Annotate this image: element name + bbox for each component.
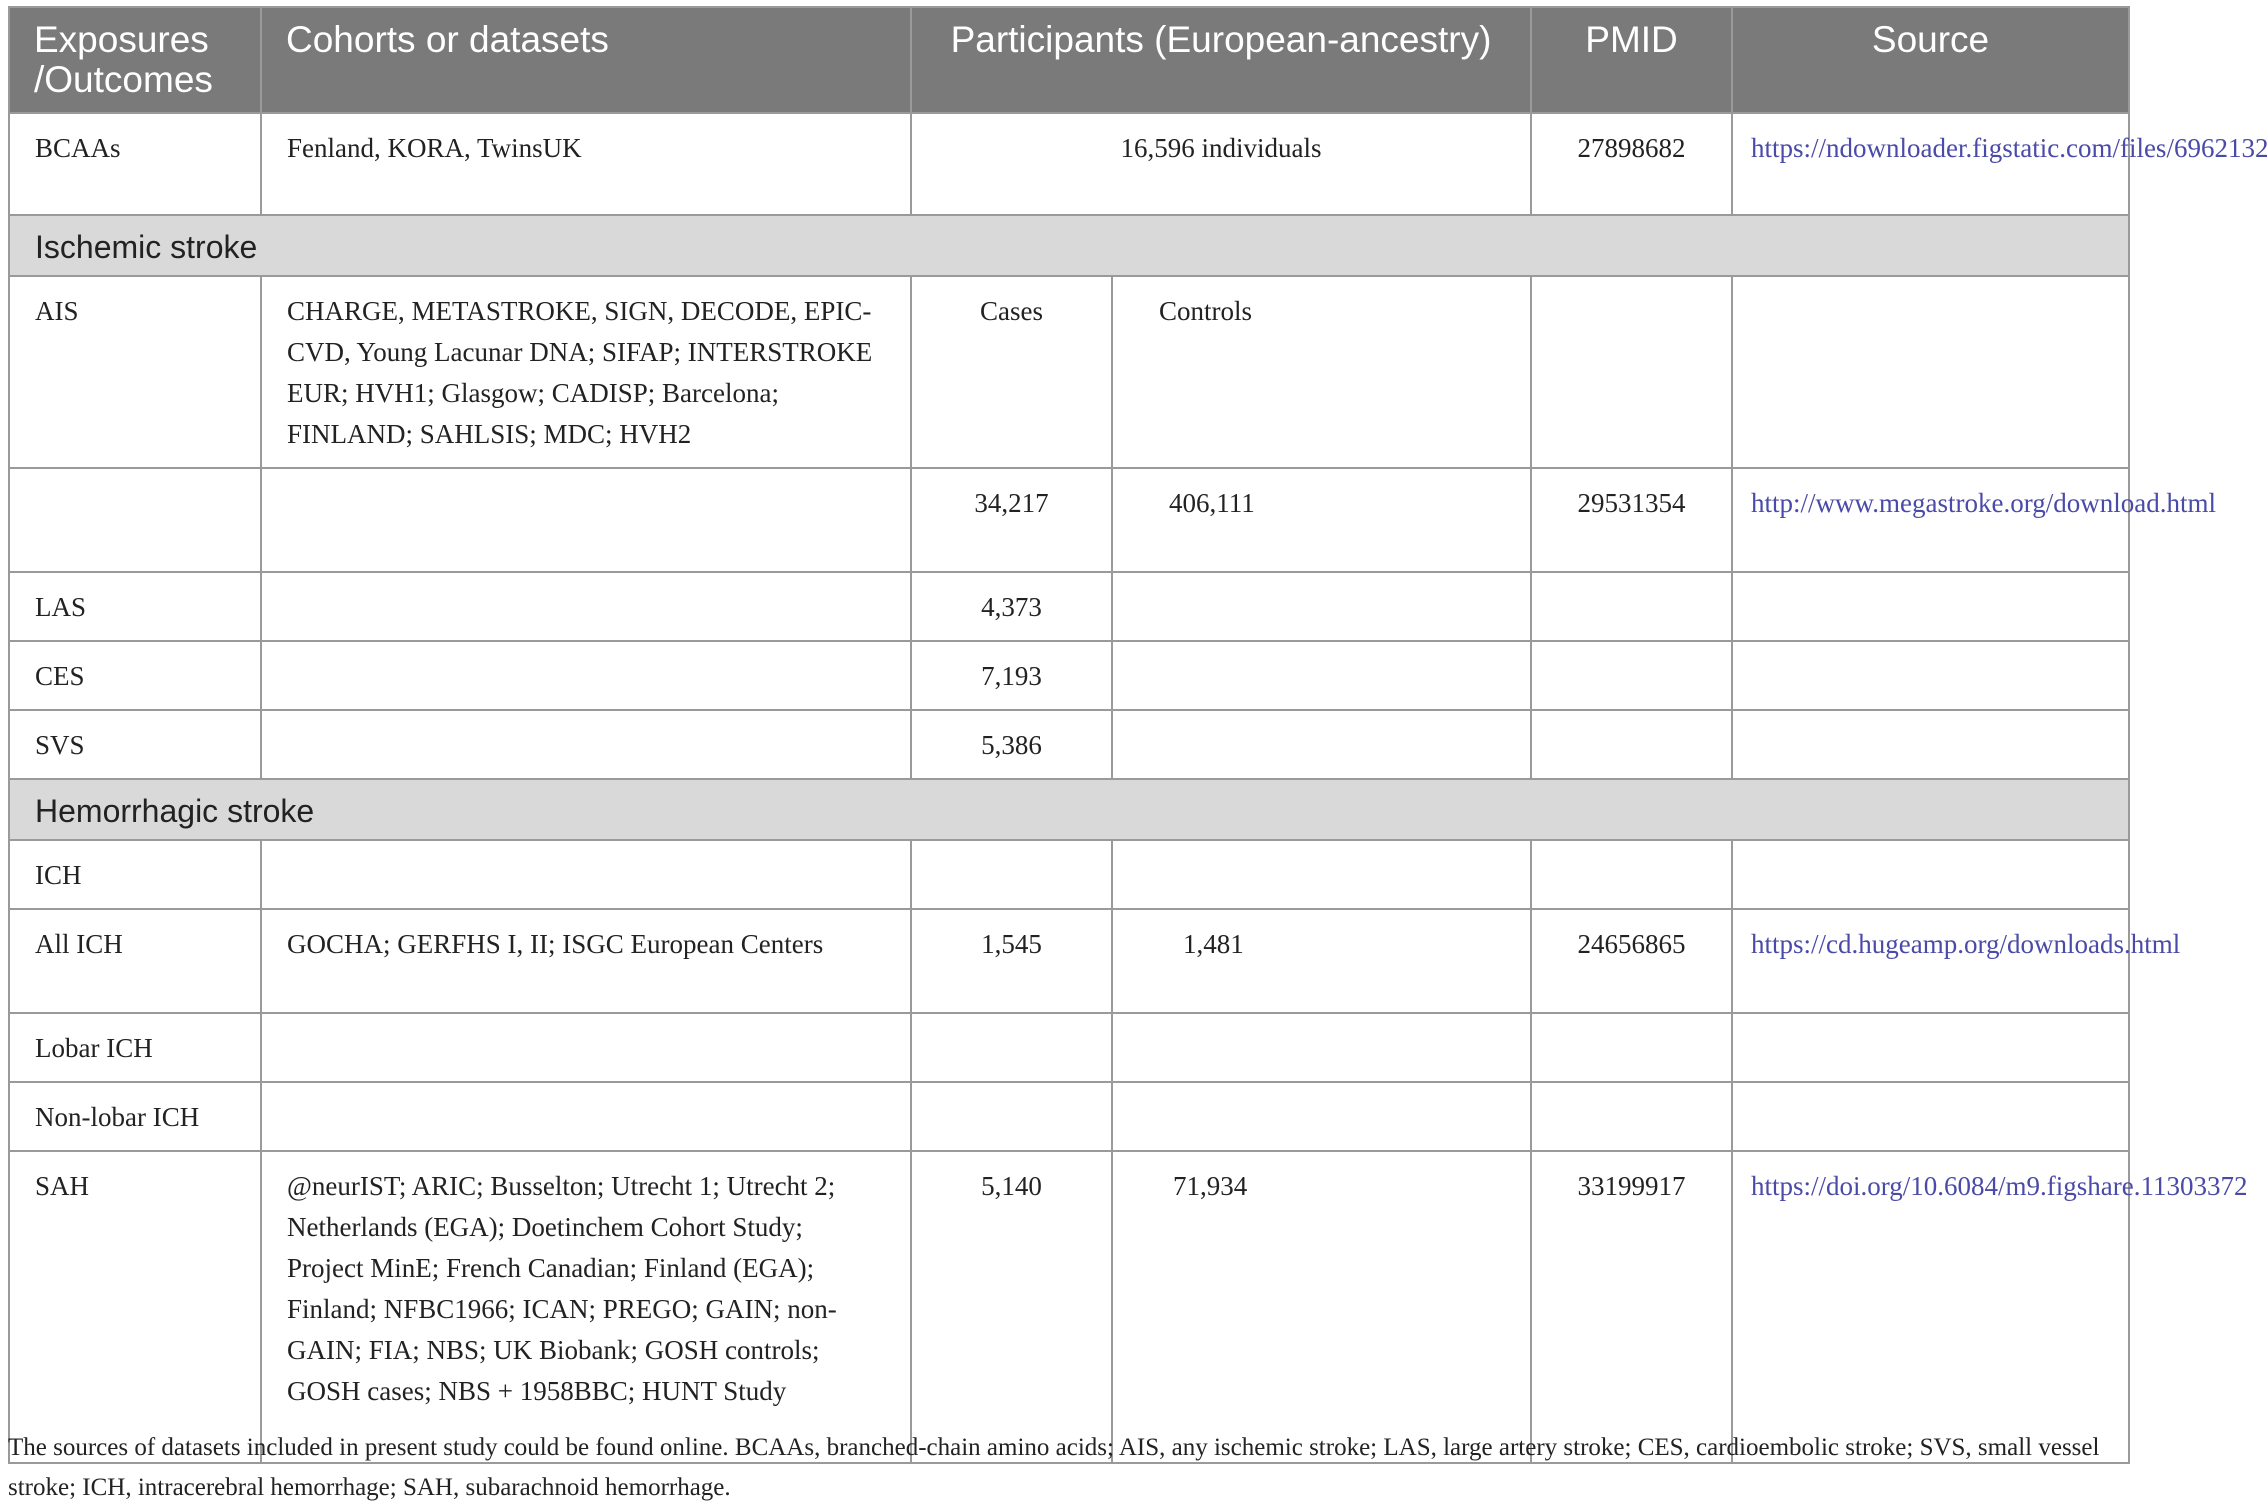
empty-cell [1732, 572, 2129, 641]
empty-cell [1531, 840, 1732, 909]
ces-label: CES [9, 641, 261, 710]
bcaa-source-link[interactable]: https://ndownloader.figstatic.com/files/6962132 [1732, 113, 2129, 215]
table-row-all-ich [9, 909, 2129, 1013]
bcaa-pmid: 27898682 [1531, 113, 1732, 215]
sah-pmid: 33199917 [1531, 1151, 1732, 1463]
sah-source-link[interactable]: https://doi.org/10.6084/m9.figshare.11303372 [1732, 1151, 2129, 1463]
sah-label: SAH [9, 1151, 261, 1463]
empty-cell [1732, 641, 2129, 710]
ais-source-empty [1732, 276, 2129, 468]
empty-cell [261, 710, 911, 779]
empty-cell [1732, 1013, 2129, 1082]
sah-controls: 71,934 [1173, 1171, 1248, 1201]
table-footnote: The sources of datasets included in present study could be found online. BCAAs, branched-chain amino acids; AIS, any ischemic stroke; LAS, large artery stroke; CES, cardioembolic stroke; SVS, small vessel stroke; ICH, intracerebral hemorrhage; SAH, subarachnoid hemorrhage. [8, 1434, 2100, 1501]
empty-cell [1732, 710, 2129, 779]
empty-cell [1112, 572, 1531, 641]
data-table-container [8, 6, 2268, 1464]
section-row-hemorrhagic [9, 779, 2129, 840]
all-ich-source-link[interactable]: https://cd.hugeamp.org/downloads.html [1732, 909, 2129, 1013]
ais-cases: 34,217 [911, 468, 1112, 572]
empty-cell [1531, 572, 1732, 641]
empty-cell [261, 1082, 911, 1151]
las-label: LAS [9, 572, 261, 641]
section-hemorrhagic-stroke: Hemorrhagic stroke [9, 779, 2129, 840]
section-ischemic-stroke: Ischemic stroke [9, 215, 2129, 276]
empty-cell [261, 572, 911, 641]
ais-cohorts: CHARGE, METASTROKE, SIGN, DECODE, EPIC-CVD, Young Lacunar DNA; SIFAP; INTERSTROKE EUR; HVH1; Glasgow; CADISP; Barcelona; FINLAND; SAHLSIS; MDC; HVH2 [261, 276, 911, 468]
svs-label: SVS [9, 710, 261, 779]
ich-label: ICH [9, 840, 261, 909]
ais-controls: 406,111 [1169, 488, 1255, 518]
sah-cohorts: @neurIST; ARIC; Busselton; Utrecht 1; Utrecht 2; Netherlands (EGA); Doetinchem Cohort Study; Project MinE; French Canadian; Finland (EGA); Finland; NFBC1966; ICAN; PREGO; GAIN; non-GAIN; FIA; NBS; UK Biobank; GOSH controls; GOSH cases; NBS + 1958BBC; HUNT Study [261, 1151, 911, 1463]
table-row-ais [9, 276, 2129, 468]
header-exposures-outcomes: Exposures /Outcomes [9, 7, 261, 113]
empty-cell [1531, 1082, 1732, 1151]
ais-source-link[interactable]: http://www.megastroke.org/download.html [1732, 468, 2129, 572]
all-ich-label: All ICH [9, 909, 261, 1013]
header-participants: Participants (European-ancestry) [911, 7, 1531, 113]
datasets-table [8, 6, 2268, 1464]
all-ich-cases: 1,545 [911, 909, 1112, 1013]
sah-cases: 5,140 [911, 1151, 1112, 1463]
bcaa-cohorts: Fenland, KORA, TwinsUK [261, 113, 911, 215]
all-ich-pmid: 24656865 [1531, 909, 1732, 1013]
table-row-las [9, 572, 2129, 641]
las-cases: 4,373 [911, 572, 1112, 641]
header-source: Source [1732, 7, 2129, 113]
all-ich-controls: 1,481 [1183, 929, 1244, 959]
empty-cell [911, 840, 1112, 909]
table-row-nonlobar-ich [9, 1082, 2129, 1151]
svs-cases: 5,386 [911, 710, 1112, 779]
empty-cell [1112, 641, 1531, 710]
all-ich-controls-cell [1112, 909, 1531, 1013]
empty-cell [1531, 641, 1732, 710]
empty-cell [261, 468, 911, 572]
empty-cell [1732, 840, 2129, 909]
empty-cell [261, 840, 911, 909]
bcaa-participants: 16,596 individuals [911, 113, 1531, 215]
table-row-ces [9, 641, 2129, 710]
empty-cell [1112, 1082, 1531, 1151]
empty-cell [261, 1013, 911, 1082]
all-ich-cohorts: GOCHA; GERFHS I, II; ISGC European Centers [261, 909, 911, 1013]
bcaa-label: BCAAs [9, 113, 261, 215]
empty-cell [1732, 1082, 2129, 1151]
section-row-ischemic [9, 215, 2129, 276]
header-row [9, 7, 2129, 113]
sah-controls-cell [1112, 1151, 1531, 1463]
header-cohorts: Cohorts or datasets [261, 7, 911, 113]
header-pmid: PMID [1531, 7, 1732, 113]
empty-cell [1531, 710, 1732, 779]
table-row-ais-values [9, 468, 2129, 572]
empty-cell [1112, 840, 1531, 909]
empty-cell [911, 1082, 1112, 1151]
table-row-bcaas [9, 113, 2129, 215]
empty-cell [261, 641, 911, 710]
lobar-ich-label: Lobar ICH [9, 1013, 261, 1082]
controls-subheader-label: Controls [1159, 296, 1253, 326]
controls-subheader [1112, 276, 1531, 468]
empty-cell [9, 468, 261, 572]
empty-cell [1531, 1013, 1732, 1082]
ais-pmid: 29531354 [1531, 468, 1732, 572]
table-row-svs [9, 710, 2129, 779]
table-row-sah [9, 1151, 2129, 1463]
nonlobar-ich-label: Non-lobar ICH [9, 1082, 261, 1151]
cases-subheader: Cases [911, 276, 1112, 468]
empty-cell [911, 1013, 1112, 1082]
ais-label: AIS [9, 276, 261, 468]
ais-controls-cell [1112, 468, 1531, 572]
ais-pmid-empty [1531, 276, 1732, 468]
ces-cases: 7,193 [911, 641, 1112, 710]
empty-cell [1112, 1013, 1531, 1082]
table-row-ich [9, 840, 2129, 909]
empty-cell [1112, 710, 1531, 779]
table-row-lobar-ich [9, 1013, 2129, 1082]
